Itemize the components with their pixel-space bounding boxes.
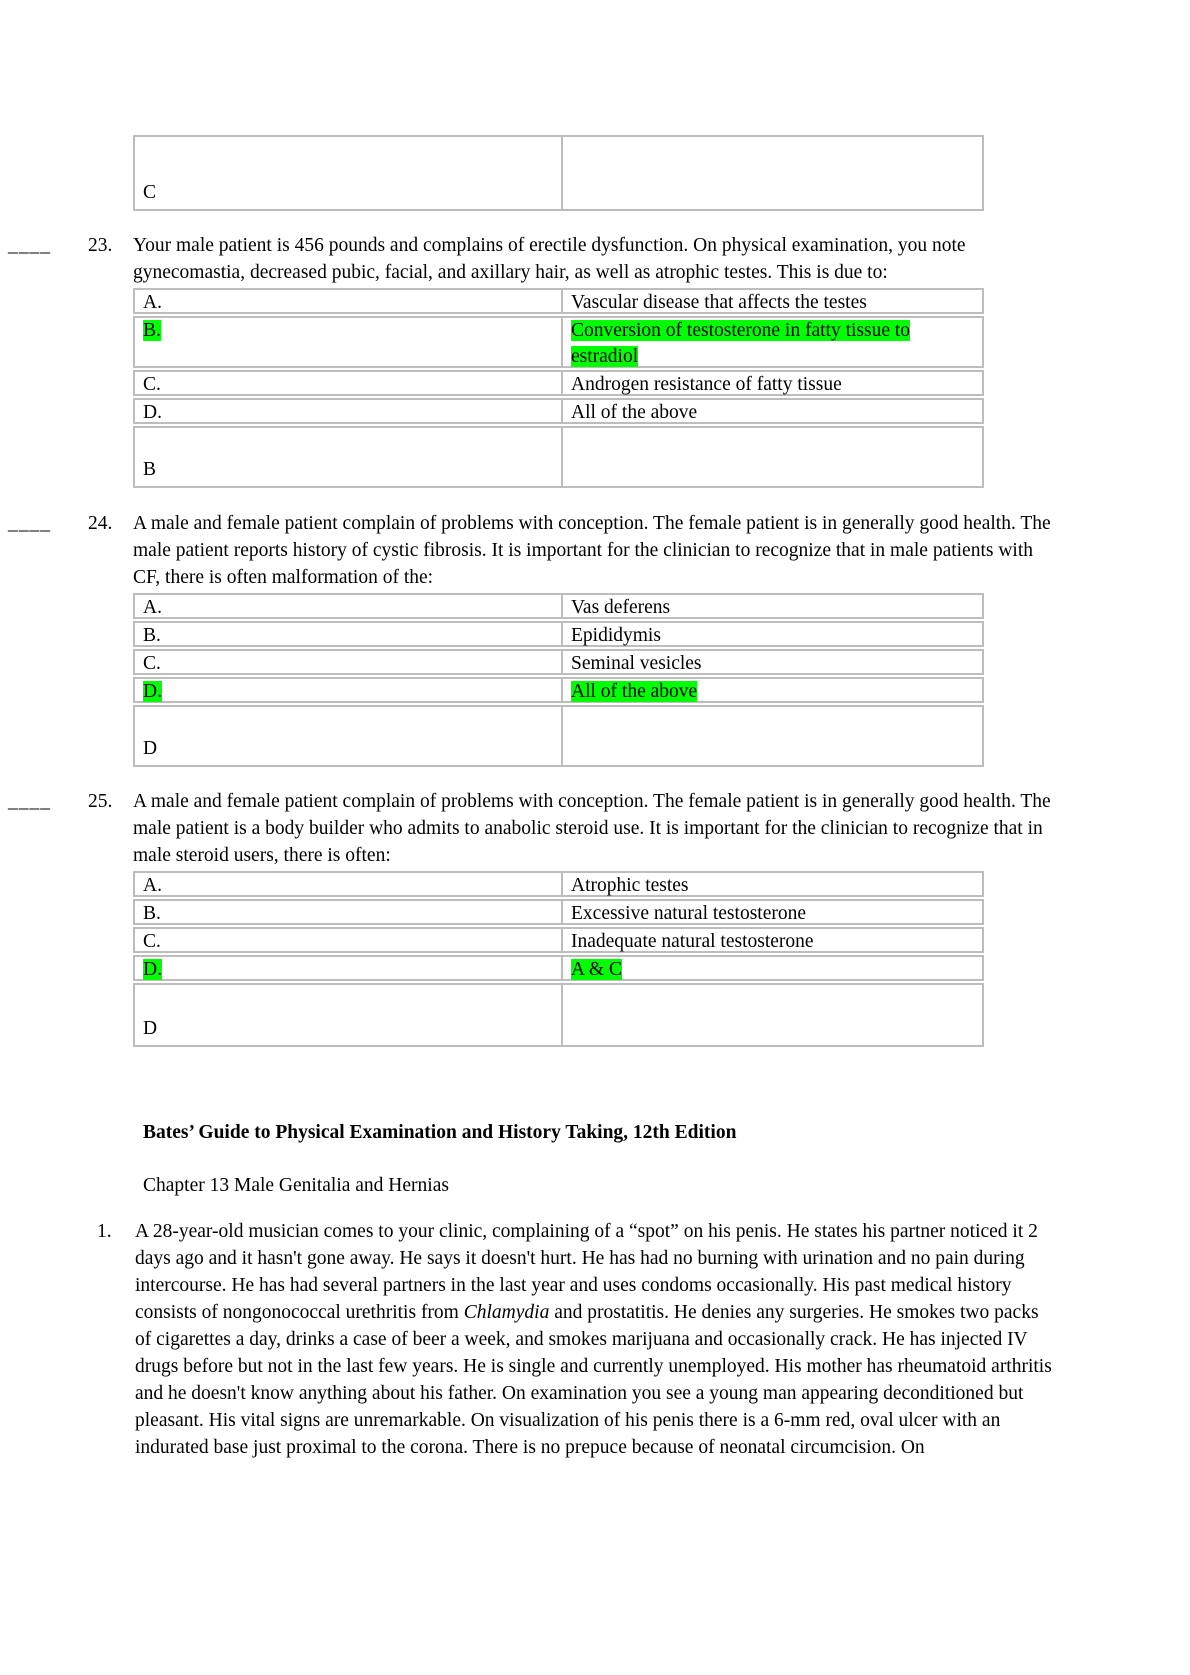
option-row — [133, 288, 984, 314]
option-text: Epididymis — [571, 625, 661, 646]
option-label-cell — [135, 595, 563, 617]
option-label-cell — [135, 957, 563, 979]
option-text: A & C — [571, 959, 622, 980]
option-text: Vas deferens — [571, 597, 671, 618]
book-title: Bates’ Guide to Physical Examination and History Taking, 12th Edition — [143, 1122, 737, 1143]
option-label-cell — [135, 901, 563, 923]
option-text: Seminal vesicles — [571, 653, 702, 674]
option-row — [133, 871, 984, 897]
option-label: B. — [143, 320, 161, 341]
option-text: Excessive natural testosterone — [571, 903, 806, 924]
option-text: Vascular disease that affects the testes — [571, 292, 867, 313]
options-table — [133, 871, 984, 1047]
option-label: D. — [143, 959, 162, 980]
option-label: C. — [143, 653, 161, 674]
option-label-cell — [135, 400, 563, 422]
option-text-cell — [563, 957, 982, 979]
question-number: 24. — [88, 513, 113, 534]
option-text-cell — [563, 372, 982, 394]
option-text: Conversion of testosterone in fatty tissue to estradiol — [571, 320, 911, 367]
answer-letter-cell — [135, 428, 563, 486]
question-number: 23. — [88, 235, 113, 256]
question-25 — [0, 788, 1190, 1047]
answer-empty-cell — [563, 428, 982, 486]
answer-blank: ____ — [8, 235, 51, 256]
options-table — [133, 593, 984, 767]
option-text-cell — [563, 929, 982, 951]
option-text-cell — [563, 623, 982, 645]
question-24 — [0, 510, 1190, 767]
answer-letter: D — [143, 1018, 158, 1039]
option-text: All of the above — [571, 681, 698, 702]
answer-letter: C — [143, 182, 157, 203]
option-text-cell — [563, 400, 982, 422]
option-text-cell — [563, 595, 982, 617]
option-label: A. — [143, 292, 162, 313]
italic-term: Chlamydia — [463, 1302, 550, 1323]
option-label-cell — [135, 679, 563, 701]
option-label: C. — [143, 931, 161, 952]
answer-letter-cell — [135, 985, 563, 1045]
option-label: B. — [143, 625, 161, 646]
option-row — [133, 370, 984, 396]
option-text: Inadequate natural testosterone — [571, 931, 814, 952]
option-label: D. — [143, 681, 162, 702]
answer-letter-cell — [135, 707, 563, 765]
option-label: A. — [143, 875, 162, 896]
option-label: C. — [143, 374, 161, 395]
answer-letter: B — [143, 459, 157, 480]
answer-row — [133, 983, 984, 1047]
option-text-cell — [563, 290, 982, 312]
option-row — [133, 677, 984, 703]
question-text — [135, 1218, 1059, 1461]
option-text: Atrophic testes — [571, 875, 689, 896]
answer-empty-cell — [563, 985, 982, 1045]
answer-empty-cell — [563, 137, 982, 209]
option-label-cell — [135, 318, 563, 366]
option-row — [133, 398, 984, 424]
options-table — [133, 288, 984, 488]
option-text-cell — [563, 318, 982, 366]
question-text: Your male patient is 456 pounds and complains of erectile dysfunction. On physical examination, you note gynecomastia, decreased pubic, facial, and axillary hair, as well as atrophic testes. This is due to: — [133, 235, 966, 283]
question-1 — [0, 1218, 1190, 1461]
question-text: A male and female patient complain of problems with conception. The female patient is in generally good health. The male patient reports history of cystic fibrosis. It is important for the clinician to recognize that in male patients with CF, there is often malformation of the: — [133, 513, 1051, 588]
option-text: Androgen resistance of fatty tissue — [571, 374, 842, 395]
option-text-cell — [563, 901, 982, 923]
previous-answer-table — [133, 135, 984, 211]
answer-letter: D — [143, 738, 158, 759]
option-row — [133, 927, 984, 953]
option-label-cell — [135, 651, 563, 673]
option-text-cell — [563, 679, 982, 701]
answer-row — [133, 135, 984, 211]
question-23 — [0, 232, 1190, 488]
answer-blank: ____ — [8, 791, 51, 812]
option-text-cell — [563, 873, 982, 895]
chapter-title: Chapter 13 Male Genitalia and Hernias — [143, 1175, 449, 1196]
option-label: D. — [143, 402, 162, 423]
question-text: A male and female patient complain of problems with conception. The female patient is in generally good health. The male patient is a body builder who admits to anabolic steroid use. It is important for the clinician to recognize that in male steroid users, there is often: — [133, 791, 1051, 866]
option-row — [133, 621, 984, 647]
answer-row — [133, 705, 984, 767]
option-label-cell — [135, 372, 563, 394]
option-label: A. — [143, 597, 162, 618]
option-label-cell — [135, 873, 563, 895]
option-label-cell — [135, 290, 563, 312]
answer-letter-cell — [135, 137, 563, 209]
option-row — [133, 649, 984, 675]
answer-empty-cell — [563, 707, 982, 765]
question-number: 25. — [88, 791, 113, 812]
question-number: 1. — [97, 1221, 112, 1242]
option-row — [133, 316, 984, 368]
answer-blank: ____ — [8, 513, 51, 534]
option-row — [133, 899, 984, 925]
option-label: B. — [143, 903, 161, 924]
option-row — [133, 593, 984, 619]
option-label-cell — [135, 929, 563, 951]
answer-row — [133, 426, 984, 488]
option-label-cell — [135, 623, 563, 645]
question-text-part2: and prostatitis. He denies any surgeries. He smokes two packs of cigarettes a day, drinks a case of beer a week, and smokes marijuana and occasionally crack. He has injected IV drugs before but not in the last few years. He is single and currently unemployed. His mother has rheumatoid arthritis and he doesn't know anything about his father. On examination you see a young man appearing deconditioned but pleasant. His vital signs are unremarkable. On visualization of his penis there is a 6-mm red, oval ulcer with an indurated base just proximal to the corona. There is no prepuce because of neonatal circumcision. On — [135, 1302, 1052, 1458]
option-row — [133, 955, 984, 981]
question-text-part1: A 28-year-old musician comes to your clinic, complaining of a “spot” on his penis. He states his partner noticed it 2 days ago and it hasn't gone away. He says it doesn't hurt. He has had no burning with urination and no pain during intercourse. He has had several partners in the last year and uses condoms occasionally. His past medical history consists of nongonococcal urethritis from — [135, 1221, 1038, 1323]
option-text: All of the above — [571, 402, 698, 423]
option-text-cell — [563, 651, 982, 673]
